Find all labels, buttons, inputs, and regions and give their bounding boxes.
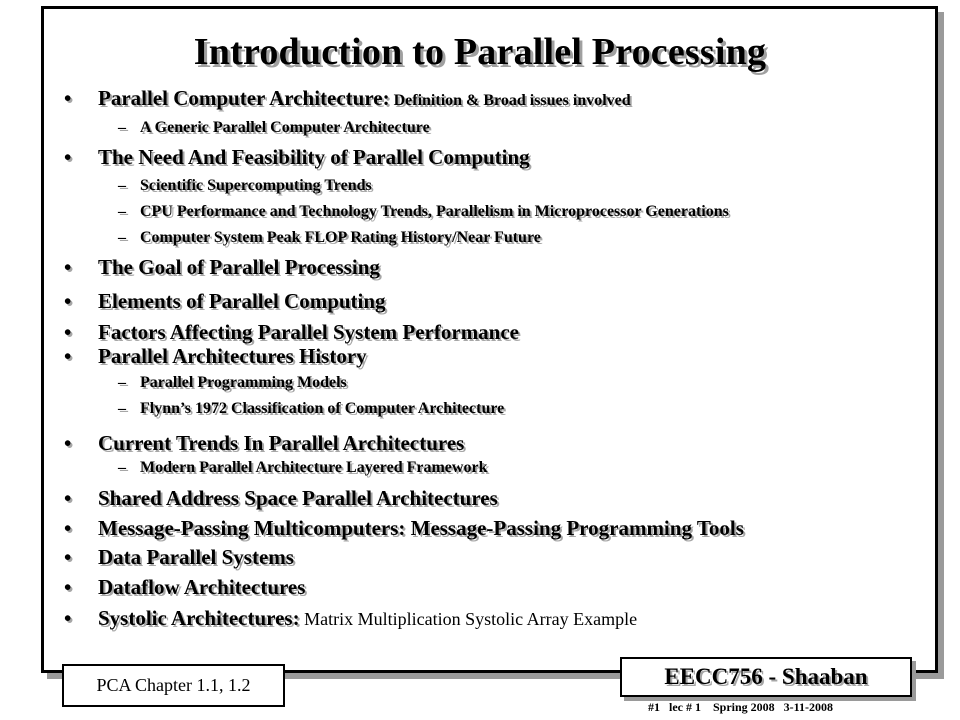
course-label-box: EECC756 - Shaaban bbox=[620, 657, 912, 697]
item-text: Scientific Supercomputing Trends bbox=[140, 177, 372, 194]
item-text: Modern Parallel Architecture Layered Framework bbox=[140, 459, 488, 476]
item-text: Parallel Programming Models bbox=[140, 374, 347, 391]
bullet-dot-icon: • bbox=[64, 516, 72, 540]
bullet-dot-icon: • bbox=[64, 431, 72, 455]
dash-icon: – bbox=[118, 374, 126, 391]
item-text: Parallel Architectures History bbox=[98, 344, 367, 368]
item-text: Shared Address Space Parallel Architectures bbox=[98, 486, 498, 510]
item-text: Current Trends In Parallel Architectures bbox=[98, 431, 465, 455]
dash-icon: – bbox=[118, 177, 126, 194]
item-text: Systolic Architectures: bbox=[98, 606, 300, 630]
item-text: CPU Performance and Technology Trends, Parallelism in Microprocessor Generations bbox=[140, 203, 729, 220]
dash-icon: – bbox=[118, 400, 126, 417]
bullet-dot-icon: • bbox=[64, 289, 72, 313]
bullet-dot-icon: • bbox=[64, 145, 72, 169]
item-text: Parallel Computer Architecture: bbox=[98, 86, 390, 110]
item-text: The Goal of Parallel Processing bbox=[98, 255, 380, 279]
dash-icon: – bbox=[118, 203, 126, 220]
item-text: Message-Passing Multicomputers: Message-Passing Programming Tools bbox=[98, 516, 744, 540]
dash-icon: – bbox=[118, 459, 126, 476]
bullet-dot-icon: • bbox=[64, 320, 72, 344]
item-text: Flynn’s 1972 Classification of Computer Architecture bbox=[140, 400, 505, 417]
bullet-dot-icon: • bbox=[64, 255, 72, 279]
bullet-dot-icon: • bbox=[64, 606, 72, 630]
item-text: The Need And Feasibility of Parallel Computing bbox=[98, 145, 530, 169]
item-text: Data Parallel Systems bbox=[98, 545, 294, 569]
item-text: Elements of Parallel Computing bbox=[98, 289, 386, 313]
item-text: Dataflow Architectures bbox=[98, 575, 306, 599]
item-text: Computer System Peak FLOP Rating History/Near Future bbox=[140, 229, 541, 246]
bullet-dot-icon: • bbox=[64, 486, 72, 510]
item-text: Factors Affecting Parallel System Performance bbox=[98, 320, 520, 344]
bullet-dot-icon: • bbox=[64, 545, 72, 569]
bullet-dot-icon: • bbox=[64, 344, 72, 368]
slide-footer: #1 lec # 1 Spring 2008 3-11-2008 bbox=[648, 700, 833, 714]
dash-icon: – bbox=[118, 119, 126, 136]
item-detail-text: Definition & Broad issues involved bbox=[389, 92, 631, 109]
slide-title: Introduction to Parallel Processing bbox=[193, 31, 767, 73]
chapter-reference-box: PCA Chapter 1.1, 1.2 bbox=[62, 664, 285, 707]
bullet-dot-icon: • bbox=[64, 575, 72, 599]
item-text: A Generic Parallel Computer Architecture bbox=[140, 119, 430, 136]
item-detail-text: Matrix Multiplication Systolic Array Example bbox=[299, 609, 638, 629]
dash-icon: – bbox=[118, 229, 126, 246]
bullet-dot-icon: • bbox=[64, 86, 72, 110]
